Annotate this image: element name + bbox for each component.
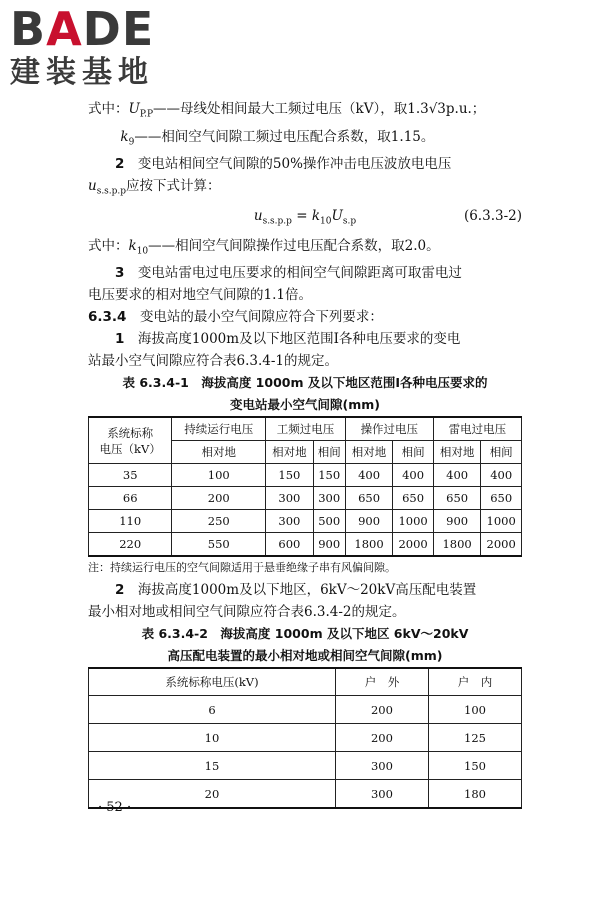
table-cell: 200 — [172, 487, 266, 510]
table-cell: 10 — [89, 724, 336, 752]
item-2-continued: $u_{s.s.p.p}$应按下式计算： — [88, 178, 221, 198]
table-row — [89, 487, 522, 510]
table1-note: 注：持续运行电压的空气间隙适用于悬垂绝缘子串有风偏间隙。 — [88, 561, 396, 575]
logo-brand: BADE — [10, 2, 155, 56]
clause-6-3-4: 6.3.4 变电站的最小空气间隙应符合下列要求： — [88, 309, 383, 326]
table-cell: 650 — [433, 487, 481, 510]
table2-header-outdoor: 户 外 — [335, 668, 428, 696]
table-6-3-4-2 — [88, 667, 522, 809]
table-cell: 250 — [172, 510, 266, 533]
table-cell: 1000 — [481, 510, 522, 533]
logo — [10, 4, 180, 90]
table2-header-indoor: 户 内 — [428, 668, 521, 696]
table-cell: 900 — [345, 510, 393, 533]
table-cell: 200 — [335, 696, 428, 724]
table-cell: 100 — [428, 696, 521, 724]
table1-subheader: 相间 — [481, 441, 522, 464]
table-cell: 300 — [313, 487, 345, 510]
table1-header-lightning: 雷电过电压 — [433, 417, 521, 441]
table-cell: 2000 — [481, 533, 522, 557]
table-cell: 550 — [172, 533, 266, 557]
table-row — [89, 464, 522, 487]
item-2-switching: 2 变电站相间空气间隙的50%操作冲击电压波放电电压 — [115, 156, 452, 173]
table-cell: 2000 — [393, 533, 434, 557]
table1-header-continuous: 持续运行电压 — [172, 417, 266, 441]
table1-subheader: 相对地 — [172, 441, 266, 464]
table2-header-system-voltage: 系统标称电压(kV) — [89, 668, 336, 696]
table1-caption-line2: 变电站最小空气间隙(mm) — [230, 397, 380, 413]
para-where-k9: $k_9——$相间空气间隙工频过电压配合系数，取1.15。 — [120, 128, 435, 148]
table-cell: 15 — [89, 752, 336, 780]
table-cell: 66 — [89, 487, 172, 510]
table1-header-power-frequency: 工频过电压 — [266, 417, 346, 441]
table-cell: 220 — [89, 533, 172, 557]
table1-caption-line1: 表 6.3.4-1 海拔高度 1000m 及以下地区范围Ⅰ各种电压要求的 — [122, 375, 488, 391]
table2-caption-line1: 表 6.3.4-2 海拔高度 1000m 及以下地区 6kV～20kV — [141, 626, 469, 642]
table-cell: 400 — [433, 464, 481, 487]
table-row — [89, 510, 522, 533]
table-cell: 125 — [428, 724, 521, 752]
table-row — [89, 533, 522, 557]
table1-header-switching: 操作过电压 — [345, 417, 433, 441]
table-cell: 150 — [313, 464, 345, 487]
table-cell: 900 — [313, 533, 345, 557]
table1-subheader: 相对地 — [345, 441, 393, 464]
table1-header-system-voltage: 系统标称 电压（kV） — [89, 417, 172, 464]
table-row — [89, 696, 522, 724]
table-cell: 650 — [393, 487, 434, 510]
table2-caption-line2: 高压配电装置的最小相对地或相间空气间隙(mm) — [167, 648, 443, 664]
item-2-switchgear-continued: 最小相对地或相间空气间隙应符合表6.3.4-2的规定。 — [88, 604, 406, 621]
table-6-3-4-1 — [88, 416, 522, 557]
table-cell: 500 — [313, 510, 345, 533]
table-cell: 300 — [266, 510, 314, 533]
table1-subheader: 相间 — [313, 441, 345, 464]
table-cell: 600 — [266, 533, 314, 557]
table-cell: 1000 — [393, 510, 434, 533]
table-cell: 1800 — [345, 533, 393, 557]
table-cell: 400 — [481, 464, 522, 487]
table-row — [89, 780, 522, 809]
item-1-altitude: 1 海拔高度1000m及以下地区范围Ⅰ各种电压要求的变电 — [115, 331, 461, 348]
table-cell: 6 — [89, 696, 336, 724]
page-number: · 52 · — [98, 800, 132, 815]
table-cell: 180 — [428, 780, 521, 809]
table1-subheader: 相对地 — [266, 441, 314, 464]
table-cell: 650 — [345, 487, 393, 510]
table1-subheader: 相对地 — [433, 441, 481, 464]
item-3-lightning: 3 变电站雷电过电压要求的相间空气间隙距离可取雷电过 — [115, 265, 462, 282]
item-3-continued: 电压要求的相对地空气间隙的1.1倍。 — [88, 287, 312, 304]
table-cell: 150 — [428, 752, 521, 780]
table1-subheader: 相间 — [393, 441, 434, 464]
para-where-upp: 式中：$U_{P.P}——$母线处相间最大工频过电压（kV），取1.3√3p.u.； — [88, 101, 486, 120]
table-cell: 20 — [89, 780, 336, 809]
table-row — [89, 724, 522, 752]
formula-number: (6.3.3-2) — [463, 208, 522, 225]
table-cell: 300 — [335, 780, 428, 809]
table-cell: 150 — [266, 464, 314, 487]
table-cell: 200 — [335, 724, 428, 752]
table-cell: 300 — [335, 752, 428, 780]
table-row — [89, 752, 522, 780]
table-cell: 900 — [433, 510, 481, 533]
table-cell: 400 — [393, 464, 434, 487]
table-cell: 300 — [266, 487, 314, 510]
item-1-continued: 站最小空气间隙应符合表6.3.4-1的规定。 — [88, 353, 339, 370]
formula-6-3-3-2: $u_{s.s.p.p} = k_{10}U_{s.p}$ (6.3.3-2) — [88, 203, 522, 235]
table-cell: 1800 — [433, 533, 481, 557]
table-cell: 400 — [345, 464, 393, 487]
table-cell: 110 — [89, 510, 172, 533]
table-cell: 35 — [89, 464, 172, 487]
document-body — [88, 98, 522, 809]
table-cell: 650 — [481, 487, 522, 510]
table-cell: 100 — [172, 464, 266, 487]
item-2-switchgear: 2 海拔高度1000m及以下地区，6kV～20kV高压配电装置 — [115, 582, 477, 599]
logo-chinese: 建装基地 — [10, 55, 154, 90]
para-where-k10: 式中：$k_{10}——$相间空气间隙操作过电压配合系数，取2.0。 — [88, 237, 440, 257]
